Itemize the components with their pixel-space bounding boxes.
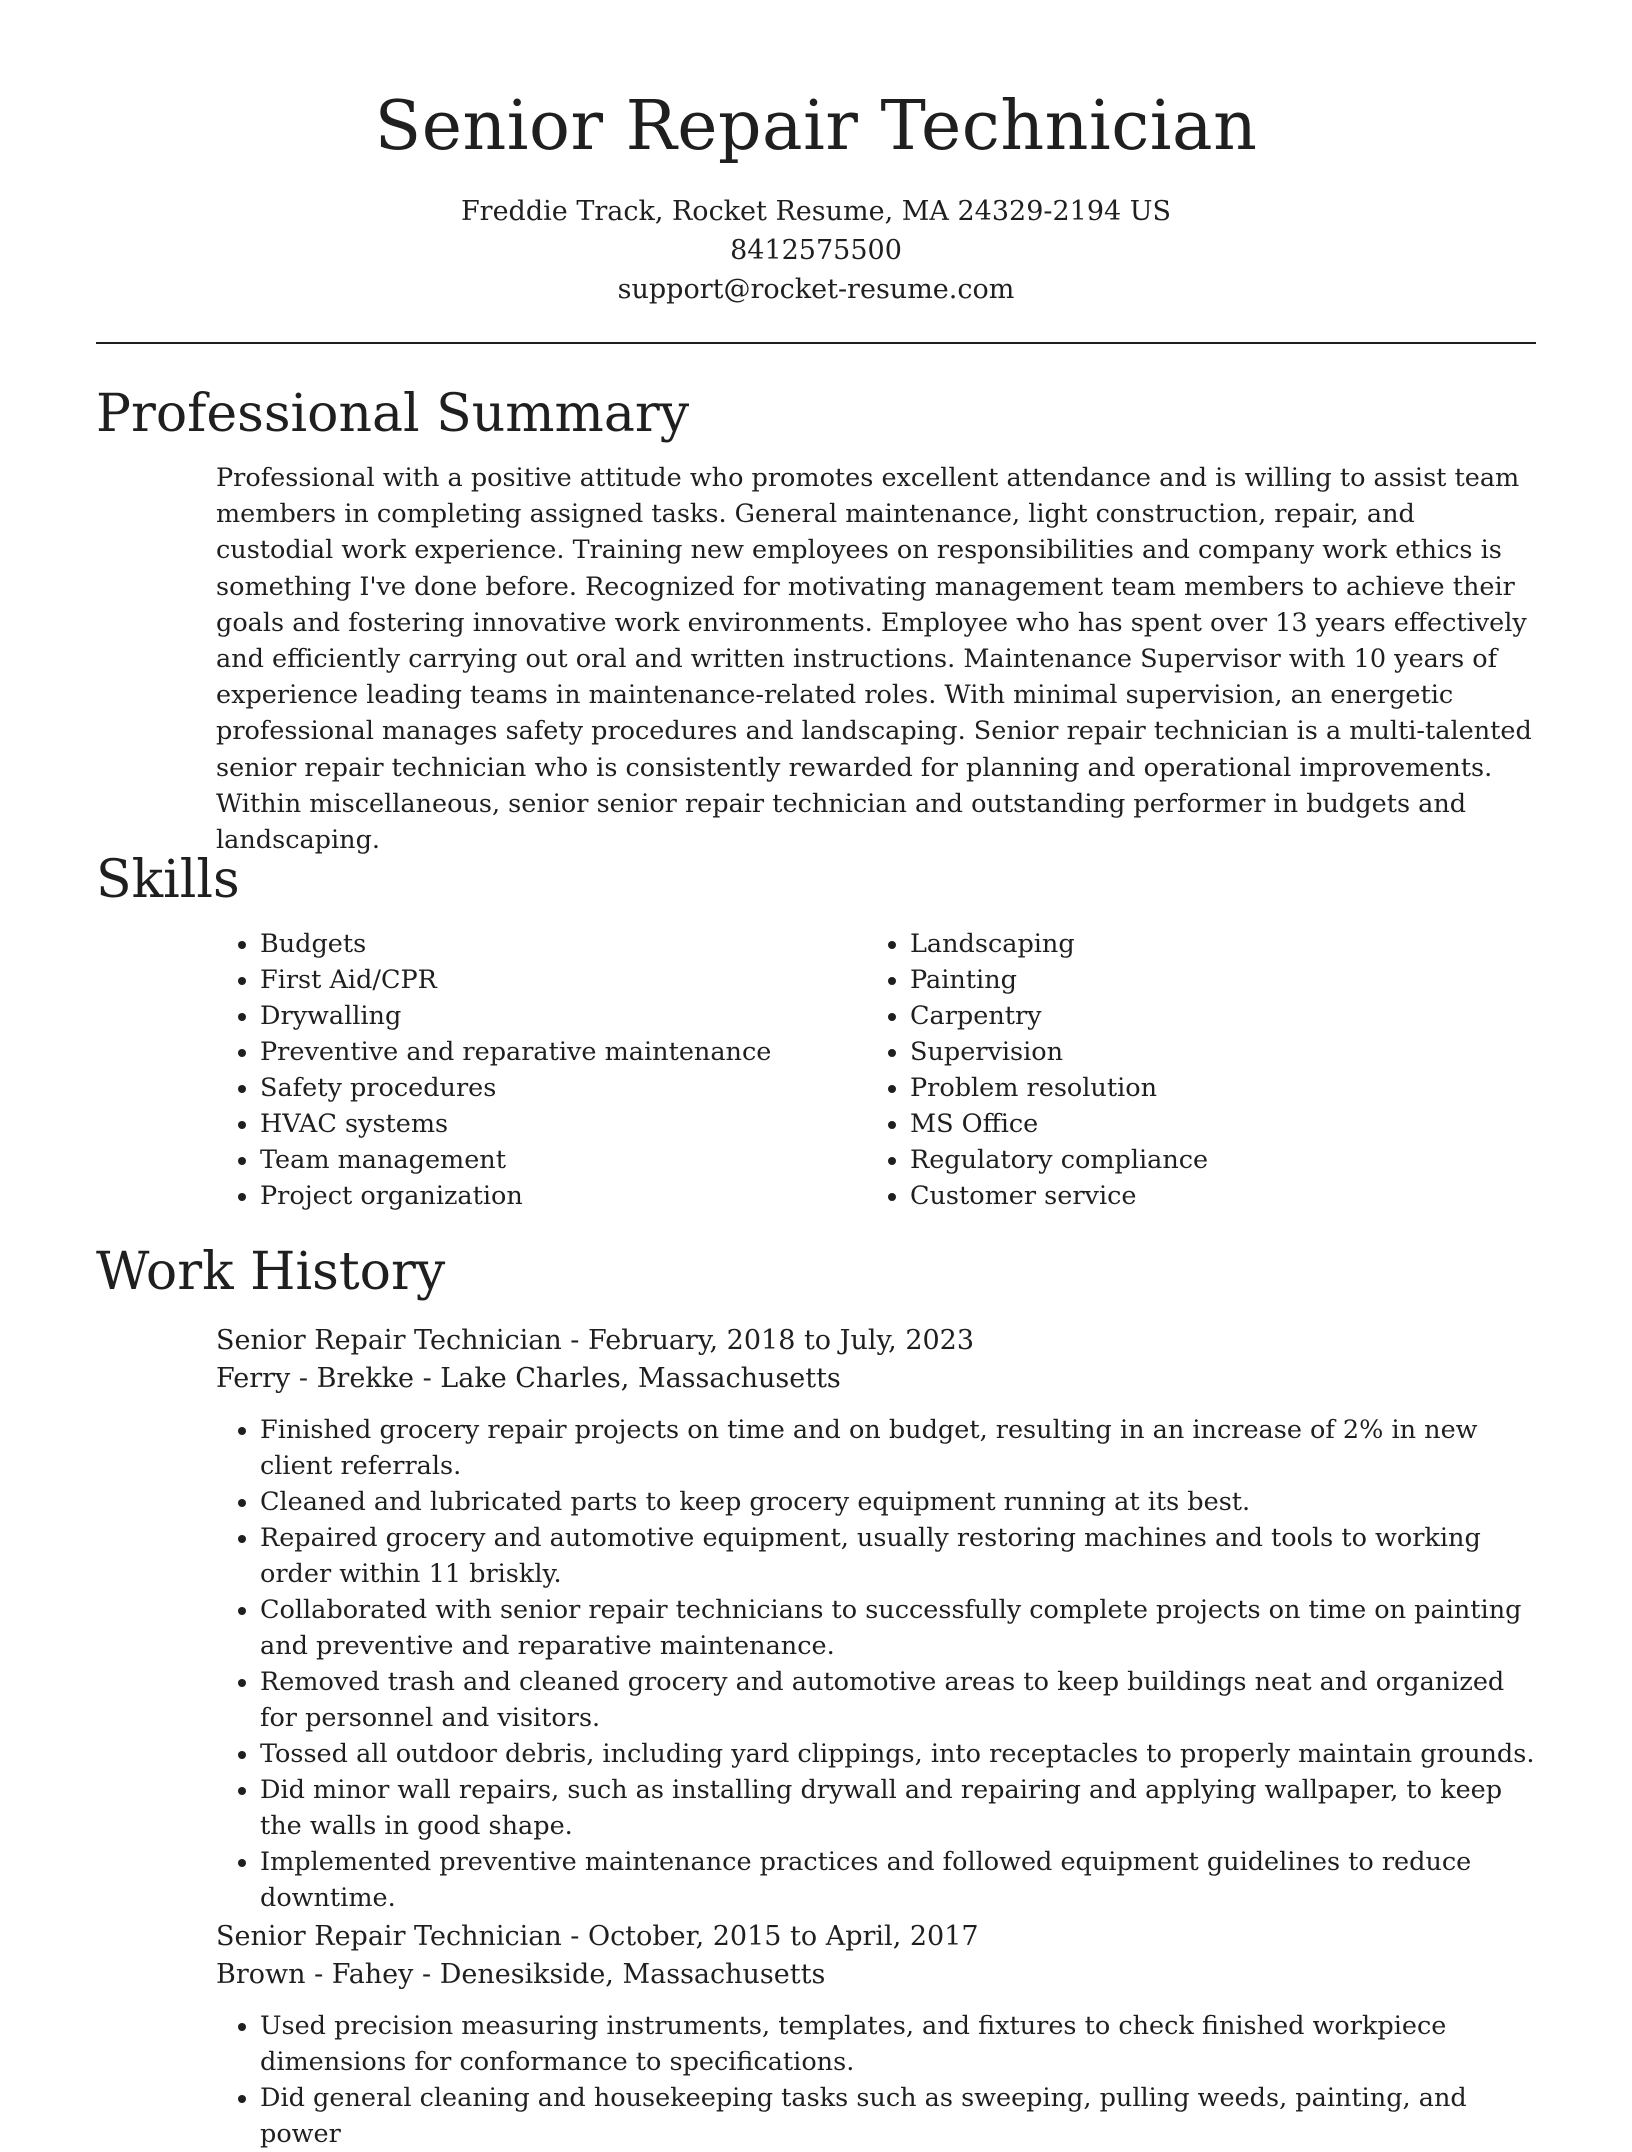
skill-item: • First Aid/CPR <box>260 962 866 998</box>
contact-email: support@rocket-resume.com <box>617 274 1015 305</box>
summary-text: Professional with a positive attitude who promotes excellent attendance and is willing to assist team members in completing assigned tasks. General maintenance, light construction, repair, and custodial work experience. Training new employees on responsibilities and company work ethics is something I've done before. Recognized for motivating management team members to achieve their goals and fostering innovative work environments. Employee who has spent over 13 years effectively and efficiently carrying out oral and written instructions. Maintenance Supervisor with 10 years of experience leading teams in maintenance-related roles. With minimal supervision, an energetic professional manages safety procedures and landscaping. Senior repair technician is a multi-talented senior repair technician who is consistently rewarded for planning and operational improvements. Within miscellaneous, senior senior repair technician and outstanding performer in budgets and landscaping. <box>216 463 1532 856</box>
skill-item: • Drywalling <box>260 998 866 1034</box>
job-bullet: • Implemented preventive maintenance practices and followed equipment guidelines to reduce downtime. <box>260 1844 1540 1916</box>
skills-list <box>216 926 1540 1214</box>
skill-item: • MS Office <box>910 1106 1540 1142</box>
job-bullet: • Did general cleaning and housekeeping tasks such as sweeping, pulling weeds, painting, and power <box>260 2080 1540 2152</box>
summary-heading: Professional Summary <box>96 384 690 444</box>
skills-heading: Skills <box>96 850 240 910</box>
job-company-line: Ferry - Brekke - Lake Charles, Massachusetts <box>216 1363 841 1394</box>
job-bullets <box>216 1412 1540 1916</box>
skill-item: • Regulatory compliance <box>910 1142 1540 1178</box>
job-bullet: • Tossed all outdoor debris, including yard clippings, into receptacles to properly maintain grounds. <box>260 1736 1540 1772</box>
skill-item: • HVAC systems <box>260 1106 866 1142</box>
contact-address: Freddie Track, Rocket Resume, MA 24329-2194 US <box>460 196 1172 227</box>
skill-item: • Customer service <box>910 1178 1540 1214</box>
job-company-line: Brown - Fahey - Denesikside, Massachusetts <box>216 1959 826 1990</box>
job-bullet: • Cleaned and lubricated parts to keep grocery equipment running at its best. <box>260 1484 1540 1520</box>
skills-column-left <box>216 926 866 1214</box>
contact-phone: 8412575500 <box>730 235 902 266</box>
job-bullets <box>216 2008 1540 2152</box>
job-bullet: • Finished grocery repair projects on time and on budget, resulting in an increase of 2% in new client referrals. <box>260 1412 1540 1484</box>
resume-title: Senior Repair Technician <box>374 87 1258 166</box>
skill-item: • Problem resolution <box>910 1070 1540 1106</box>
contact-block <box>0 192 1632 309</box>
skill-item: • Painting <box>910 962 1540 998</box>
work-history-heading: Work History <box>96 1242 446 1302</box>
resume-header <box>0 0 1632 309</box>
skill-item: • Safety procedures <box>260 1070 866 1106</box>
job-bullet: • Removed trash and cleaned grocery and automotive areas to keep buildings neat and organized for personnel and visitors. <box>260 1664 1540 1736</box>
job-bullet: • Collaborated with senior repair technicians to successfully complete projects on time on painting and preventive and reparative maintenance. <box>260 1592 1540 1664</box>
skill-item: • Landscaping <box>910 926 1540 962</box>
skills-column-right <box>866 926 1540 1214</box>
header-divider <box>96 342 1536 344</box>
job-title-line: Senior Repair Technician - October, 2015 to April, 2017 <box>216 1921 979 1952</box>
job-bullet: • Repaired grocery and automotive equipment, usually restoring machines and tools to working order within 11 briskly. <box>260 1520 1540 1592</box>
skill-item: • Carpentry <box>910 998 1540 1034</box>
job-bullet: • Did minor wall repairs, such as installing drywall and repairing and applying wallpaper, to keep the walls in good shape. <box>260 1772 1540 1844</box>
skill-item: • Project organization <box>260 1178 866 1214</box>
skill-item: • Preventive and reparative maintenance <box>260 1034 866 1070</box>
skill-item: • Supervision <box>910 1034 1540 1070</box>
job-entry <box>216 1322 1540 1916</box>
job-entry <box>216 1918 1540 2152</box>
job-bullet: • Used precision measuring instruments, templates, and fixtures to check finished workpiece dimensions for conformance to specifications. <box>260 2008 1540 2080</box>
skill-item: • Team management <box>260 1142 866 1178</box>
job-title-line: Senior Repair Technician - February, 2018 to July, 2023 <box>216 1325 975 1356</box>
skill-item: • Budgets <box>260 926 866 962</box>
